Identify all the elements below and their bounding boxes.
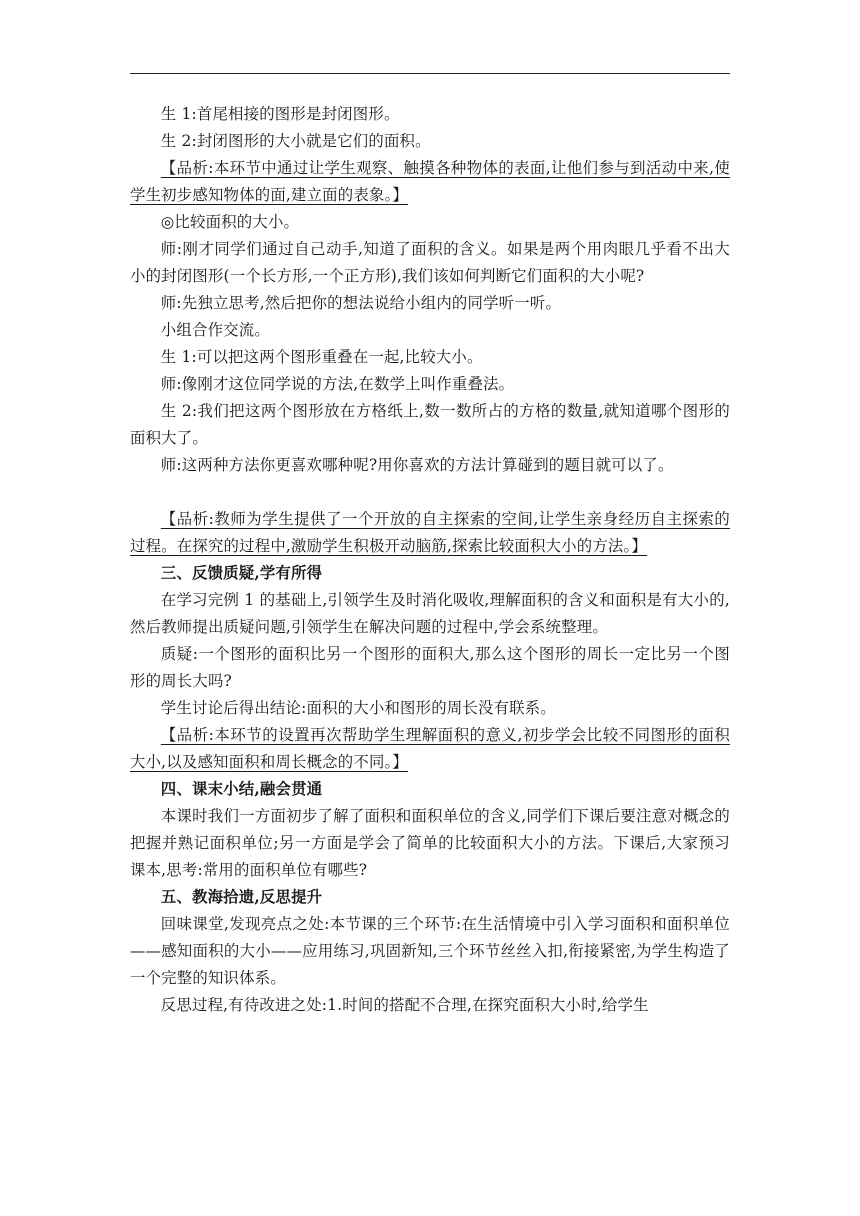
dialogue-line: 生 1:可以把这两个图形重叠在一起,比较大小。	[160, 348, 483, 366]
dialogue-line: 生 1:首尾相接的图形是封闭图形。	[160, 105, 400, 123]
document-body	[130, 101, 730, 1019]
section-heading: 五、教海拾遗,反思提升	[160, 888, 323, 906]
body-paragraph: 回味课堂,发现亮点之处:本节课的三个环节:在生活情境中引入学习面积和面积单位——感知面积的大小——应用练习,巩固新知,三个环节丝丝入扣,衔接紧密,为学生构造了一个完整的知识体系。	[130, 915, 730, 987]
dialogue-line: 师:像刚才这位同学说的方法,在数学上叫作重叠法。	[160, 375, 515, 393]
header-rule	[130, 73, 730, 74]
body-paragraph: 本课时我们一方面初步了解了面积和面积单位的含义,同学们下课后要注意对概念的把握并熟记面积单位;另一方面是学会了简单的比较面积大小的方法。下课后,大家预习课本,思考:常用的面积单位有哪些?	[130, 807, 730, 879]
analysis-comment: 【品析:本环节中通过让学生观察、触摸各种物体的表面,让他们参与到活动中来,使学生初步感知物体的面,建立面的表象。】	[130, 159, 730, 204]
analysis-comment: 【品析:本环节的设置再次帮助学生理解面积的意义,初步学会比较不同图形的面积大小,以及感知面积和周长概念的不同。】	[130, 726, 730, 771]
body-paragraph: 在学习完例 1 的基础上,引领学生及时消化吸收,理解面积的含义和面积是有大小的,然后教师提出质疑问题,引领学生在解决问题的过程中,学会系统整理。	[130, 591, 730, 636]
body-paragraph: 学生讨论后得出结论:面积的大小和图形的周长没有联系。	[160, 699, 556, 717]
dialogue-line: 师:刚才同学们通过自己动手,知道了面积的含义。如果是两个用肉眼几乎看不出大小的封闭图形(一个长方形,一个正方形),我们该如何判断它们面积的大小呢?	[130, 240, 730, 285]
analysis-comment: 【品析:教师为学生提供了一个开放的自主探索的空间,让学生亲身经历自主探索的过程。在探究的过程中,激励学生积极开动脑筋,探索比较面积大小的方法。】	[130, 510, 730, 555]
section-heading: 四、课末小结,融会贯通	[160, 780, 323, 798]
subsection-title: ◎比较面积的大小。	[160, 213, 300, 231]
blank-line	[130, 479, 730, 506]
dialogue-line: 师:先独立思考,然后把你的想法说给小组内的同学听一听。	[160, 294, 562, 312]
dialogue-line: 小组合作交流。	[160, 321, 270, 339]
dialogue-line: 生 2:封闭图形的大小就是它们的面积。	[160, 132, 431, 150]
body-paragraph: 质疑:一个图形的面积比另一个图形的面积大,那么这个图形的周长一定比另一个图形的周长大吗?	[130, 645, 730, 690]
section-heading: 三、反馈质疑,学有所得	[160, 564, 323, 582]
body-paragraph: 反思过程,有待改进之处:1.时间的搭配不合理,在探究面积大小时,给学生	[160, 996, 649, 1014]
dialogue-line: 生 2:我们把这两个图形放在方格纸上,数一数所占的方格的数量,就知道哪个图形的面积大了。	[130, 402, 730, 447]
dialogue-line: 师:这两种方法你更喜欢哪种呢?用你喜欢的方法计算碰到的题目就可以了。	[160, 456, 674, 474]
